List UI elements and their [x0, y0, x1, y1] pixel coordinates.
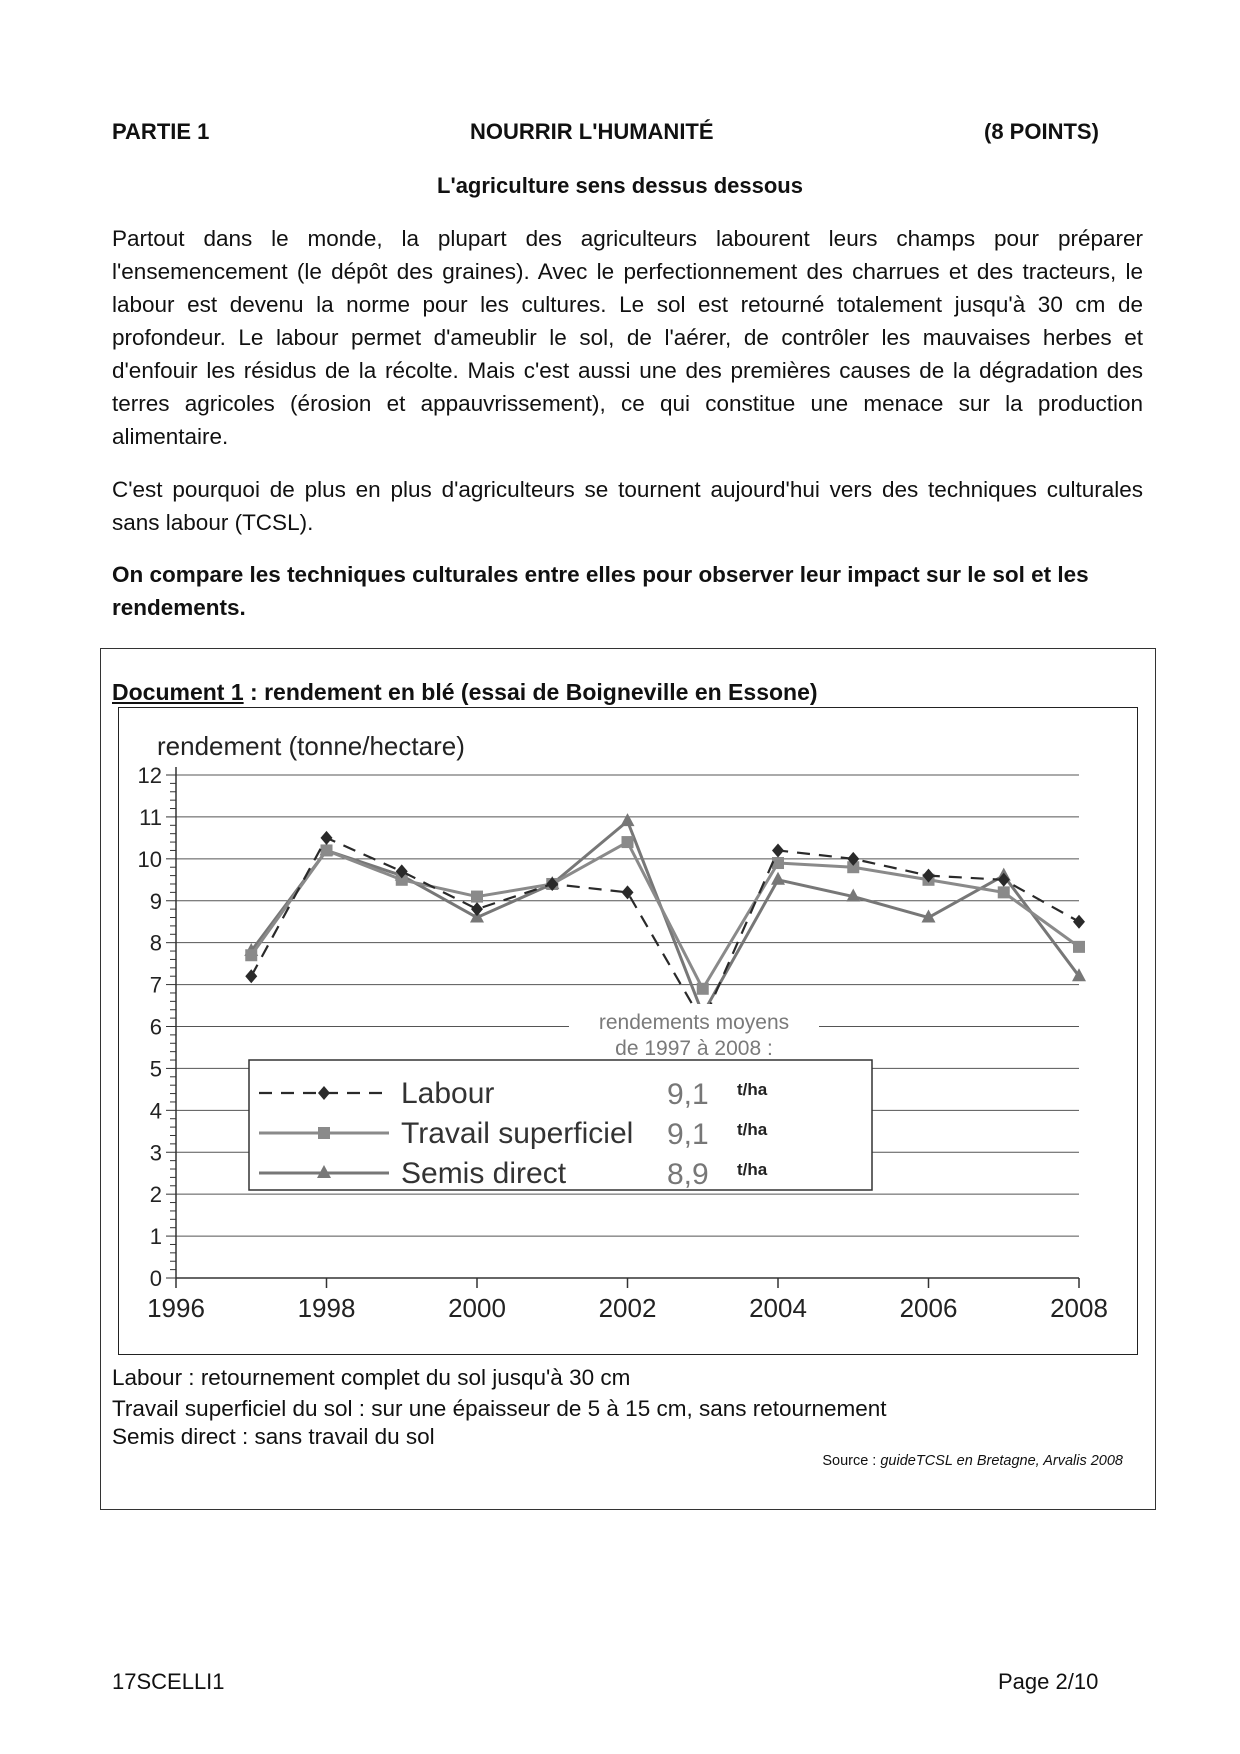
y-tick-label: 7 [149, 972, 162, 998]
y-tick-label: 3 [149, 1140, 162, 1166]
y-tick-label: 2 [149, 1182, 162, 1208]
chart-frame [118, 707, 1138, 1355]
legend-marker-square [318, 1127, 330, 1139]
page-number: Page 2/10 [998, 1669, 1099, 1694]
definition-labour: Labour : retournement complet du sol jusqu'à 30 cm [112, 1365, 631, 1390]
y-tick-label: 8 [149, 930, 162, 956]
data-point-diamond [245, 969, 257, 983]
y-tick-label: 9 [149, 888, 162, 914]
task-paragraph: On compare les techniques culturales entre elles pour observer leur impact sur le sol et les rendements. [112, 562, 1089, 620]
legend-mean-value: 9,1 [667, 1118, 709, 1151]
x-tick-label: 2002 [598, 1293, 657, 1323]
source-reference: guideTCSL en Bretagne, Arvalis 2008 [880, 1453, 1123, 1469]
document-label: Document 1 [112, 679, 244, 705]
data-point-square [622, 836, 634, 848]
legend-unit: t/ha [737, 1080, 768, 1099]
exam-code: 17SCELLI1 [112, 1669, 225, 1694]
data-point-square [998, 886, 1010, 898]
data-point-square [471, 891, 483, 903]
page-subtitle: L'agriculture sens dessus dessous [437, 173, 803, 198]
series-line-travail-superficiel [251, 842, 1079, 989]
y-tick-label: 12 [137, 763, 162, 788]
data-point-square [321, 844, 333, 856]
legend-mean-value: 9,1 [667, 1078, 709, 1111]
tcsl-paragraph: C'est pourquoi de plus en plus d'agriculteurs se tournent aujourd'hui vers des techniques culturales sans labour (TCSL). [112, 477, 1143, 535]
legend-mean-value: 8,9 [667, 1158, 709, 1191]
y-tick-label: 11 [139, 804, 162, 830]
part-points: (8 POINTS) [984, 119, 1099, 144]
intro-paragraph: Partout dans le monde, la plupart des agriculteurs labourent leurs champs pour préparer l'ensemencement (le dépôt des graines). Avec le perfectionnement des charrues et des tracteurs, le labour est devenu la norme pour les cultures. Le sol est retourné totalement jusqu'à 30 cm de profondeur. Le labour permet d'ameublir le sol, de l'aérer, de contrôler les mauvaises herbes et d'enfouir les résidus de la récolte. Mais c'est aussi une des premières causes de la dégradation des terres agricoles (érosion et appauvrissement), ce qui constitue une menace sur la production alimentaire. [112, 226, 1143, 449]
legend-title-line-2: de 1997 à 2008 : [615, 1037, 773, 1060]
y-tick-label: 6 [149, 1014, 162, 1040]
data-point-square [772, 857, 784, 869]
data-point-square [697, 983, 709, 995]
definition-travail-superficiel: Travail superficiel du sol : sur une épaisseur de 5 à 15 cm, sans retournement [112, 1396, 887, 1421]
x-tick-label: 1998 [297, 1293, 356, 1323]
data-point-diamond [622, 885, 634, 899]
definition-semis-direct: Semis direct : sans travail du sol [112, 1424, 435, 1449]
y-tick-label: 10 [137, 846, 162, 872]
document-title [112, 679, 818, 706]
y-tick-label: 0 [149, 1266, 162, 1291]
data-point-square [245, 949, 257, 961]
x-tick-label: 2000 [448, 1293, 506, 1323]
y-tick-label: 1 [149, 1224, 162, 1250]
legend-label: Travail superficiel [401, 1117, 634, 1150]
data-point-diamond [321, 831, 333, 845]
document-title-text: : rendement en blé (essai de Boigneville en Essone) [243, 679, 818, 705]
part-title: NOURRIR L'HUMANITÉ [470, 119, 714, 144]
legend-label: Semis direct [401, 1157, 567, 1190]
y-axis-title: rendement (tonne/hectare) [157, 731, 465, 761]
x-tick-label: 2006 [899, 1293, 958, 1323]
x-tick-label: 2004 [749, 1293, 807, 1323]
legend-unit: t/ha [737, 1160, 768, 1179]
y-tick-label: 4 [149, 1098, 162, 1124]
legend-unit: t/ha [737, 1120, 768, 1139]
legend-label: Labour [401, 1077, 495, 1110]
source-prefix: Source : [822, 1453, 881, 1469]
part-label: PARTIE 1 [112, 119, 210, 144]
data-point-diamond [772, 843, 784, 857]
data-point-triangle [621, 813, 635, 826]
y-tick-label: 5 [149, 1056, 162, 1082]
source-note [822, 1453, 1123, 1469]
yield-chart [119, 708, 1137, 1354]
legend-title-line-1: rendements moyens [598, 1011, 790, 1034]
data-point-diamond [1073, 915, 1085, 929]
x-tick-label: 2008 [1050, 1293, 1108, 1323]
data-point-diamond [998, 873, 1010, 887]
x-tick-label: 1996 [147, 1293, 205, 1323]
data-point-square [1073, 941, 1085, 953]
